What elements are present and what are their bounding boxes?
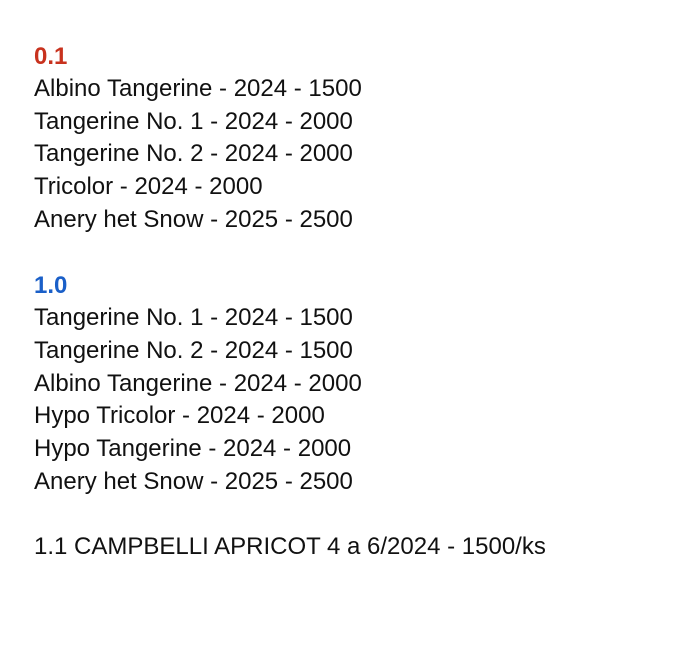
list-item: Albino Tangerine - 2024 - 2000	[34, 369, 362, 397]
pair-offer-line: 1.1 CAMPBELLI APRICOT 4 a 6/2024 - 1500/ks	[34, 532, 546, 560]
list-item: Tricolor - 2024 - 2000	[34, 173, 263, 201]
list-item: Hypo Tricolor - 2024 - 2000	[34, 402, 325, 430]
section-male	[34, 269, 674, 498]
section-heading-male: 1.0	[34, 272, 68, 300]
list-item: Anery het Snow - 2025 - 2500	[34, 467, 353, 495]
spacer	[34, 236, 674, 269]
list-item: Tangerine No. 1 - 2024 - 2000	[34, 107, 353, 135]
spacer	[34, 498, 674, 531]
list-item: Tangerine No. 2 - 2024 - 1500	[34, 336, 353, 364]
list-item: Tangerine No. 2 - 2024 - 2000	[34, 140, 353, 168]
list-item: Albino Tangerine - 2024 - 1500	[34, 75, 362, 102]
list-item: Hypo Tangerine - 2024 - 2000	[34, 434, 352, 462]
list-item: Tangerine No. 1 - 2024 - 1500	[34, 304, 353, 332]
section-female	[34, 40, 674, 236]
list-item: Anery het Snow - 2025 - 2500	[34, 205, 353, 233]
document	[34, 40, 674, 564]
section-heading-female: 0.1	[34, 43, 68, 70]
